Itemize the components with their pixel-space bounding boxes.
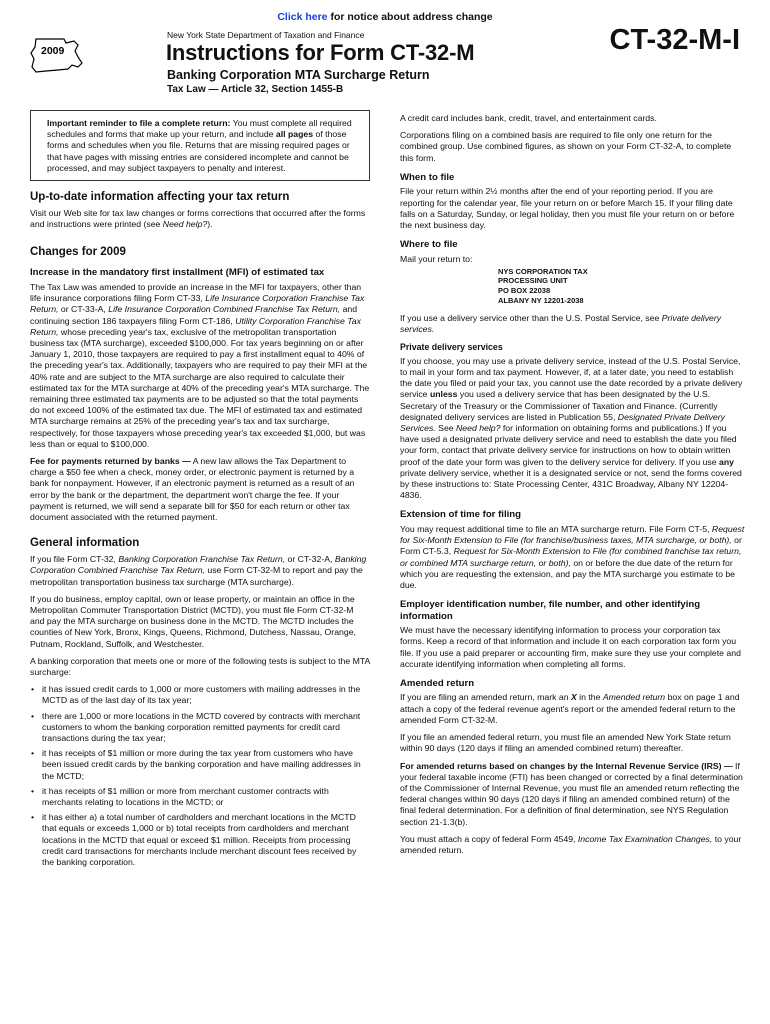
uptodate-text: Visit our Web site for tax law changes or forms corrections that occurred after the forms and instructions were printed (see Need help?). — [30, 208, 366, 230]
amended-p1: If you are filing an amended return, mark an X in the Amended return box on page 1 and attach a copy of the federal revenue agent's report or the amended federal return to the amended Form CT-32-M. — [400, 692, 740, 725]
list-item: • it has issued credit cards to 1,000 or more customers with mailing addresses in the MCTD as of the last day of its tax year; — [30, 684, 370, 706]
where-to-file-heading: Where to file — [400, 239, 458, 251]
amended-p4: You must attach a copy of federal Form 4549, Income Tax Examination Changes, to your amended return. — [400, 833, 742, 855]
general-p2: If you do business, employ capital, own or lease property, or maintain an office in the Metropolitan Commuter Transportation District (MCTD), you must file Form CT-32-M and pay the MTA surcharge on business done in the MCTD. The MCTD includes the counties of New York, Bronx, Kings, Queens, Richmond, Dutchess, Nassau, Orange, Putnam, Rockland, Suffolk, and Westchester. — [30, 593, 356, 649]
where-to-file-text: Mail your return to: — [400, 253, 473, 264]
tax-law-reference: Tax Law — Article 32, Section 1455-B — [167, 84, 344, 95]
list-item: • it has receipts of $1 million or more from merchant customer contracts with merchants relating to locations in the MCTD; or — [30, 786, 370, 808]
page-title: Instructions for Form CT-32-M — [166, 40, 475, 65]
address-change-notice: Click here for notice about address change — [277, 11, 493, 23]
credit-card-text: A credit card includes bank, credit, travel, and entertainment cards. — [400, 113, 657, 123]
list-item: • it has receipts of $1 million or more during the tax year from customers who have been issued credit cards by the banking corporation and have mailing addresses in the MCTD; — [30, 748, 370, 782]
amended-p2: If you file an amended federal return, you must file an amended New York State return within 90 days (120 days if filing an amended combined return) thereafter. — [400, 732, 731, 754]
list-item: • there are 1,000 or more locations in the MCTD covered by contracts with merchant customers to whom the banking corporation remitted payments for credit card transactions during the tax year; — [30, 711, 370, 745]
right-column — [400, 113, 745, 862]
extension-heading: Extension of time for filing — [400, 509, 521, 521]
private-delivery-text: If you choose, you may use a private delivery service, instead of the U.S. Postal Service, to mail in your form and tax payment. However, if, at a later date, you need to establish the date you filed or paid your tax, you cannot use the date recorded by a private delivery service unless you used a delivery service that has been designated by the U.S. Secretary of the Treasury or the Commissioner of Taxation and Finance. (Currently designated delivery services are listed in Publication 55, Designated Private Delivery Services. See Need help? for information on obtaining forms and publications.) If you have used a designated private delivery service and need to establish the date you filed your form, contact that private delivery service for instructions on how to obtain written proof of the date your form was given to the delivery service for delivery. If you use any private delivery service, whether it is a designated service or not, send the forms covered by these instructions to: State Processing Center, 431C Broadway, Albany NY 12204-4836. — [400, 355, 743, 501]
form-code: CT-32-M-I — [609, 24, 740, 56]
left-column — [30, 110, 370, 872]
general-heading: General information — [30, 537, 140, 550]
changes-heading: Changes for 2009 — [30, 246, 126, 259]
private-delivery-heading: Private delivery services — [400, 341, 503, 352]
list-item: • it has either a) a total number of cardholders and merchant locations in the MCTD that equals or exceeds 1,000 or b) total receipts from cardholders and merchant locations in the MCTD that equal or exceed $1 million. Receipts from processing credit card transactions for merchants include merchant discount fees received by the banking corporation. — [30, 812, 370, 868]
delivery-service-text: If you use a delivery service other than the U.S. Postal Service, see Private delivery services. — [400, 313, 722, 335]
mfi-paragraph: The Tax Law was amended to provide an increase in the MFI for taxpayers, other than life insurance corporations filing Form CT-33, Life Insurance Corporation Franchise Tax Return, or CT-33-A, Life Insurance Corporation Combined Franchise Tax Return, and continuing section 186 taxpayers filing Form CT-186, Utility Corporation Franchise Tax Return, whose preceding year's tax, exclusive of the metropolitan transportation business tax (MTA surcharge), exceeded $100,000. For tax years beginning on or after January 1, 2010, those taxpayers are required to pay a first installment equal to 40% of the preceding year's tax. Additionally, taxpayers who are required to pay their MFI at the 40% rate and are subject to the MTA surcharge are also required to calculate their estimated tax for the MTA surcharge at 40% of the preceding year's MTA surcharge. The remaining three estimated tax payments are to be adjusted so that the total payments do not exceed 100% of the estimated tax due. The MFI of estimated tax and estimated MTA surcharge remains at 25% of the preceding year's tax and tax surcharge, respectively, for those taxpayers whose preceding year's tax exceeded $1,000, but was less than or equal to $100,000. — [30, 281, 370, 449]
amended-p3: For amended returns based on changes by the Internal Revenue Service (IRS) — If your federal taxable income (FTI) has been changed or corrected by a final determination of the Commissioner of Internal Revenue, you must file an amended return reflecting the federal changes within 90 days (120 days if filing an amended combined return) of the final federal determination. For a definition of final determination, see NYS Regulation section 21-1.3(b). — [400, 760, 743, 827]
mfi-subheading: Increase in the mandatory first installment (MFI) of estimated tax — [30, 267, 325, 279]
fee-paragraph: Fee for payments returned by banks — A new law allows the Tax Department to charge a $50 fee when a check, money order, or electronic payment is returned by a bank for nonpayment. However, if an electronic payment is returned as a result of an error by the bank or the department, the department won't charge the fee. If your payment is returned, we will send a separate bill for $50 for each return or other tax document associated with the returned payment. — [30, 455, 355, 522]
general-p3: A banking corporation that meets one or more of the following tests is subject to the MTA surcharge: — [30, 655, 370, 678]
general-p1: If you file Form CT-32, Banking Corporation Franchise Tax Return, or CT-32-A, Banking Corporation Combined Franchise Tax Return, use Form CT-32-M to report and pay the metropolitan transportation business tax surcharge (MTA surcharge). — [30, 554, 367, 587]
mta-tests-list — [30, 684, 370, 868]
when-to-file-heading: When to file — [400, 171, 455, 183]
combined-basis-text: Corporations filing on a combined basis are required to file only one return for the combined group. Use combined figures, as shown on your Form CT-32-A, to complete this form. — [400, 130, 732, 163]
click-here-link[interactable]: Click here — [277, 11, 328, 23]
when-to-file-text: File your return within 2½ months after the end of your reporting period. If you are reporting for the calendar year, file your return on or before March 15. If your filing date falls on a Saturday, Sunday, or legal holiday, then you must file your return on or before the next business day. — [400, 186, 735, 230]
page-subtitle: Banking Corporation MTA Surcharge Return — [167, 68, 430, 82]
logo-year: 2009 — [41, 45, 65, 57]
extension-text: You may request additional time to file an MTA surcharge return. File Form CT-5, Request for Six-Month Extension to File (for franchise/business taxes, MTA surcharge, or both), or Form CT-5.3, Request for Six-Month Extension to File (for combined franchise tax return, or combined MTA surcharge return, or both), on or before the due date of the return for which you are requesting the extension, and pay the MTA surcharge you estimate to be due. — [400, 523, 745, 590]
amended-return-heading: Amended return — [400, 677, 475, 689]
important-reminder-box: Important reminder to file a complete return: You must complete all required schedules and forms that make up your return, and include all pages of those forms and schedules when you file. Returns that are missing required pages or that have pages with missing entries are considered incomplete and cannot be processed, and may subject taxpayers to penalty and interest. — [30, 110, 370, 181]
ein-text: We must have the necessary identifying information to process your corporation tax forms. Keep a record of that information and include it on each corporation tax form you file. If you use a paid preparer or accounting firm, make sure they use your complete and accurate identifying information when completing all forms. — [400, 625, 741, 669]
ein-heading: Employer identification number, file number, and other identifying information — [400, 599, 701, 622]
mailing-address: NYS CORPORATION TAX PROCESSING UNIT PO BOX 22038 ALBANY NY 12201-2038 — [498, 266, 588, 305]
uptodate-heading: Up-to-date information affecting your tax return — [30, 191, 290, 204]
department-name: New York State Department of Taxation and Finance — [167, 30, 365, 40]
ny-state-logo — [28, 37, 84, 75]
